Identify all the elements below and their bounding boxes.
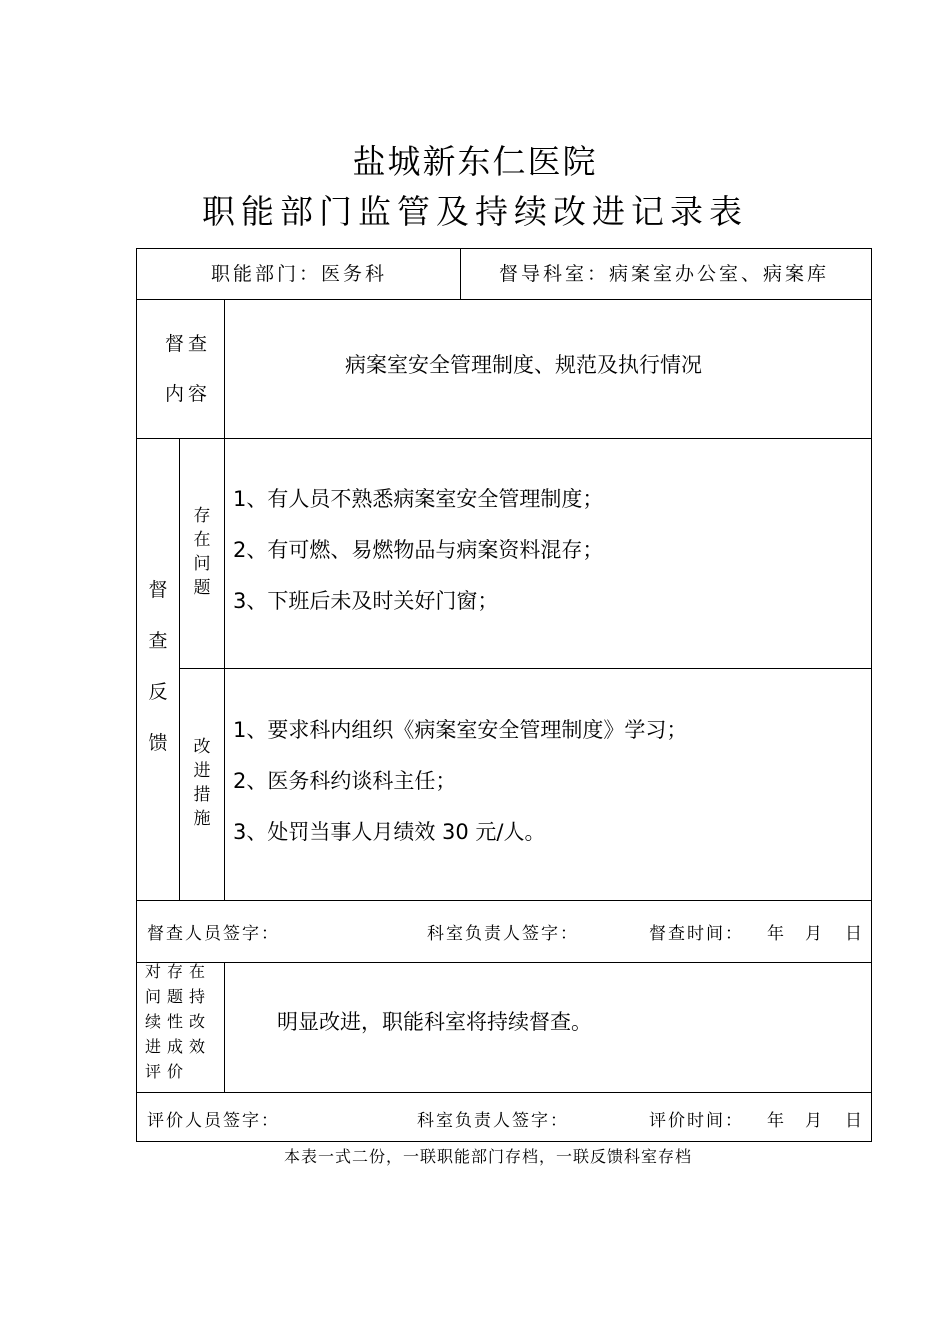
inspector-signature-label: 督查人员签字： (147, 924, 280, 944)
feedback-label: 督查反馈 (148, 579, 168, 754)
problem-item: 3、下班后未及时关好门窗； (233, 589, 499, 613)
inspection-content-label-line1: 督查 (165, 333, 212, 355)
problem-item: 2、有可燃、易燃物品与病案资料混存； (233, 538, 604, 562)
evaluation-text: 明显改进，职能科室将持续督查。 (277, 1010, 592, 1034)
problems-label: 存在问题 (193, 506, 211, 598)
column-divider (460, 249, 461, 299)
hospital-title: 盐城新东仁医院 (352, 142, 598, 181)
row-divider (137, 299, 871, 300)
evaluation-label: 对存在问题持续性改进成效评价 (145, 962, 212, 1081)
evaluator-signature-label: 评价人员签字： (147, 1111, 280, 1131)
footer-note: 本表一式二份，一联职能部门存档，一联反馈科室存档 (283, 1147, 692, 1166)
row-divider (179, 668, 871, 669)
measure-item: 1、要求科内组织《病案室安全管理制度》学习； (233, 718, 688, 742)
measure-item: 2、医务科约谈科主任； (233, 769, 457, 793)
row-divider (137, 962, 871, 963)
problem-item: 1、有人员不熟悉病案室安全管理制度； (233, 487, 604, 511)
row-divider (137, 900, 871, 901)
record-table (136, 248, 872, 1142)
column-divider (224, 299, 225, 900)
year-label: 年 (767, 924, 786, 944)
month-label: 月 (805, 924, 824, 944)
column-divider (179, 438, 180, 900)
year-label: 年 (767, 1111, 786, 1131)
month-label: 月 (805, 1111, 824, 1131)
day-label: 日 (845, 924, 864, 944)
inspection-content-text: 病案室安全管理制度、规范及执行情况 (345, 353, 702, 377)
row-divider (137, 438, 871, 439)
measures-label: 改进措施 (193, 737, 211, 829)
dept-head-signature-label: 科室负责人签字： (427, 924, 579, 944)
supervised-dept-field: 督导科室：病案室办公室、病案库 (499, 263, 830, 285)
inspection-time-label: 督查时间： (649, 924, 744, 944)
inspection-content-label-line2: 内容 (165, 383, 212, 405)
measure-item: 3、处罚当事人月绩效 30 元/人。 (233, 820, 546, 844)
day-label: 日 (845, 1111, 864, 1131)
row-divider (137, 1092, 871, 1093)
evaluation-time-label: 评价时间： (649, 1111, 744, 1131)
department-field: 职能部门：医务科 (211, 263, 388, 285)
form-title: 职能部门监管及持续改进记录表 (202, 192, 748, 231)
dept-head-signature-label: 科室负责人签字： (417, 1111, 569, 1131)
